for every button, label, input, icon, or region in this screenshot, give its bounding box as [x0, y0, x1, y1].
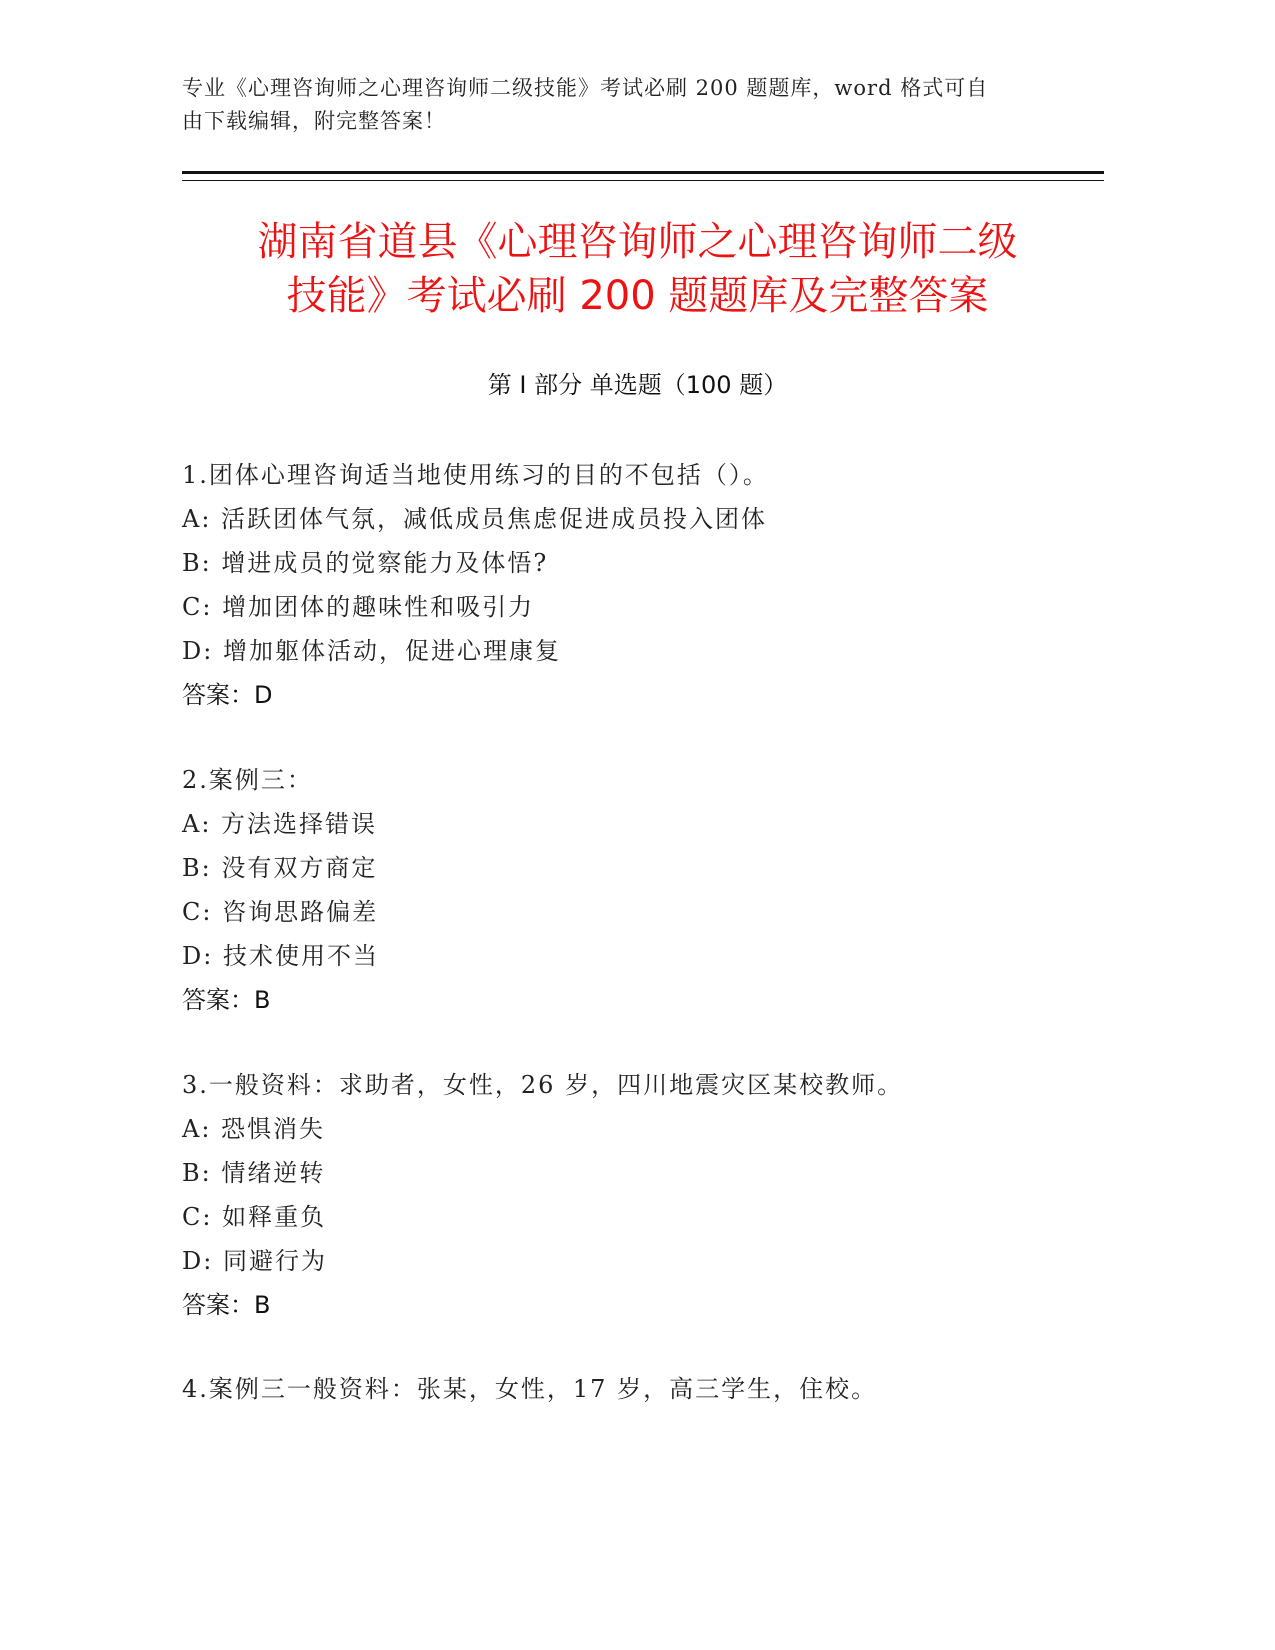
- option-a: A: 活跃团体气氛，减低成员焦虑促进成员投入团体: [182, 505, 768, 533]
- option-c: C: 如释重负: [182, 1203, 327, 1231]
- option-c: C: 增加团体的趣味性和吸引力: [182, 593, 535, 621]
- question-3: [182, 1063, 1082, 1327]
- header-note-line-1: 专业《心理咨询师之心理咨询师二级技能》考试必刷 200 题题库，word 格式可自: [182, 76, 989, 100]
- answer: 答案：D: [182, 681, 273, 709]
- option-d: D: 同避行为: [182, 1247, 327, 1275]
- section-title: 第 I 部分 单选题（100 题）: [487, 371, 788, 399]
- question-4: [182, 1367, 1082, 1411]
- header-rule-thin: [182, 180, 1104, 181]
- option-d: D: 技术使用不当: [182, 942, 379, 970]
- document-title: [150, 215, 1125, 323]
- answer: 答案：B: [182, 986, 271, 1014]
- header-rule-thick: [182, 171, 1104, 174]
- document-title-line-1: 湖南省道县《心理咨询师之心理咨询师二级: [257, 219, 1018, 265]
- question-2: [182, 758, 1082, 1022]
- answer: 答案：B: [182, 1291, 271, 1319]
- question-stem: 4.案例三一般资料：张某，女性，17 岁，高三学生，住校。: [182, 1375, 878, 1403]
- question-stem: 2.案例三：: [182, 766, 313, 794]
- option-c: C: 咨询思路偏差: [182, 898, 379, 926]
- option-a: A: 方法选择错误: [182, 810, 378, 838]
- document-title-line-2: 技能》考试必刷 200 题题库及完整答案: [286, 273, 989, 319]
- option-a: A: 恐惧消失: [182, 1115, 326, 1143]
- question-stem: 1.团体心理咨询适当地使用练习的目的不包括（）。: [182, 461, 769, 489]
- option-b: B: 增进成员的觉察能力及体悟?: [182, 549, 549, 577]
- question-1: [182, 453, 1082, 717]
- option-b: B: 情绪逆转: [182, 1159, 326, 1187]
- header-note-line-2: 由下载编辑，附完整答案！: [182, 109, 446, 133]
- header-note: [182, 72, 1062, 138]
- question-stem: 3.一般资料：求助者，女性，26 岁，四川地震灾区某校教师。: [182, 1071, 904, 1099]
- option-d: D: 增加躯体活动，促进心理康复: [182, 637, 561, 665]
- option-b: B: 没有双方商定: [182, 854, 378, 882]
